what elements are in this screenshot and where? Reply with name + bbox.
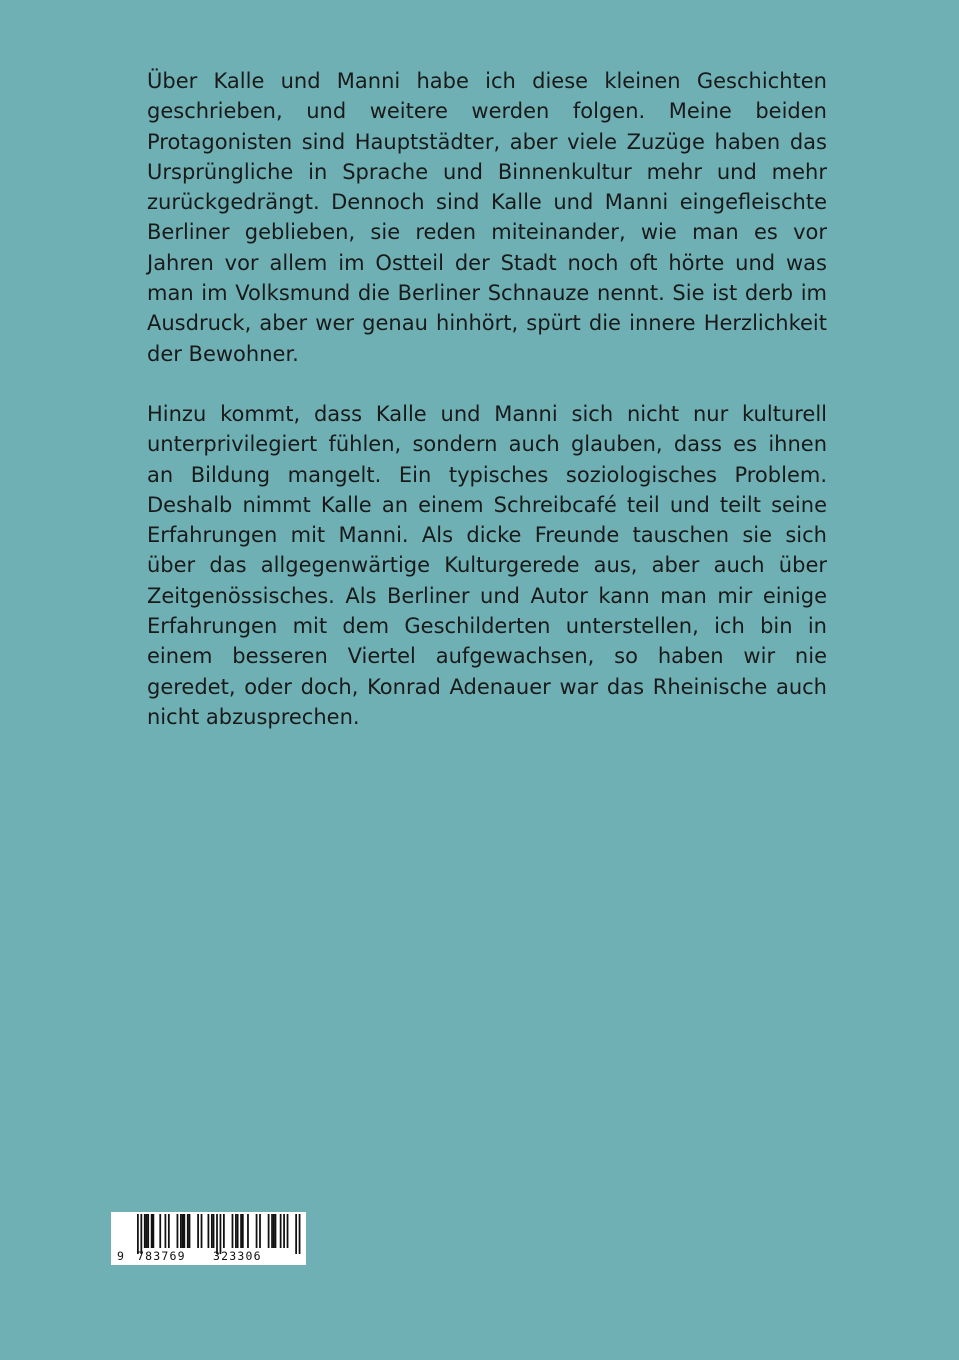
- barcode-bar: [237, 1214, 239, 1248]
- blurb-text: [147, 66, 827, 732]
- barcode-bar: [223, 1214, 225, 1248]
- barcode-bar: [268, 1214, 270, 1248]
- barcode-guard-bar: [137, 1214, 139, 1254]
- barcode-bar: [256, 1214, 258, 1248]
- barcode-bar: [159, 1214, 161, 1248]
- isbn-barcode: [111, 1212, 306, 1265]
- barcode-bar: [177, 1214, 179, 1248]
- barcode-bar: [168, 1214, 170, 1248]
- barcode-guard-bar: [220, 1214, 222, 1254]
- barcode-bar: [213, 1214, 215, 1248]
- barcode-bar: [146, 1214, 148, 1248]
- barcode-guard-bar: [299, 1214, 301, 1254]
- barcode-bar: [232, 1214, 234, 1248]
- barcode-bar: [242, 1214, 244, 1248]
- barcode-guard-bar: [216, 1214, 218, 1254]
- isbn-digits: [111, 1249, 306, 1263]
- isbn-left-group: 783769: [137, 1249, 186, 1263]
- barcode-bar: [187, 1214, 189, 1248]
- isbn-right-group: 323306: [213, 1249, 262, 1263]
- barcode-bar: [208, 1214, 210, 1248]
- barcode-bar: [287, 1214, 289, 1248]
- barcode-bar: [201, 1214, 203, 1248]
- barcode-bar: [259, 1214, 261, 1248]
- barcode-bar: [189, 1214, 191, 1248]
- barcode-bar: [182, 1214, 184, 1248]
- barcode-bar: [197, 1214, 199, 1248]
- barcode-bar: [280, 1214, 282, 1248]
- barcode-guard-bar: [140, 1214, 142, 1254]
- barcode-guard-bar: [295, 1214, 297, 1254]
- barcode-bar: [283, 1214, 285, 1248]
- barcode-bar: [151, 1214, 153, 1248]
- barcode-bar: [273, 1214, 275, 1248]
- barcode-bar: [144, 1214, 146, 1248]
- blurb-paragraph-2: Hinzu kommt, dass Kalle und Manni sich nicht nur kulturell unterprivilegiert fühlen, sondern auch glauben, dass es ihnen an Bildung mangelt. Ein typisches soziologisches Problem. Deshalb nimmt Kalle an einem Schreibcafé teil und teilt seine Erfahrungen mit Manni. Als dicke Freunde tauschen sie sich über das allgegenwärtige Kulturgerede aus, aber auch über Zeitgenössisches. Als Berliner und Autor kann man mir einige Erfahrungen mit dem Geschilderten unterstellen, ich bin in einem besseren Viertel aufgewachsen, so haben wir nie geredet, oder doch, Konrad Adenauer war das Rheinische auch nicht abzusprechen.: [147, 401, 827, 729]
- barcode-bar: [235, 1214, 237, 1248]
- barcode-bar: [275, 1214, 277, 1248]
- blurb-paragraph-1: Über Kalle und Manni habe ich diese kleinen Geschichten geschrieben, und weitere werden folgen. Meine beiden Protagonisten sind Hauptstädter, aber viele Zuzüge haben das Ursprüngliche in Sprache und Binnenkultur mehr und mehr zurückgedrängt. Dennoch sind Kalle und Manni eingefleischte Berliner geblieben, sie reden miteinander, wie man es vor Jahren vor allem im Ostteil der Stadt noch oft hörte und was man im Volksmund die Berliner Schnauze nennt. Sie ist derb im Ausdruck, aber wer genau hinhört, spürt die innere Herzlichkeit der Bewohner.: [147, 69, 827, 366]
- isbn-first-digit: 9: [117, 1249, 124, 1263]
- barcode-bar: [247, 1214, 249, 1248]
- barcode-bar: [271, 1214, 273, 1248]
- barcode-bar: [240, 1214, 242, 1248]
- barcode-bar: [152, 1214, 154, 1248]
- barcode-bar: [180, 1214, 182, 1248]
- barcode-bar: [147, 1214, 149, 1248]
- barcode-bar: [211, 1214, 213, 1248]
- barcode-bar: [183, 1214, 185, 1248]
- barcode-bar: [165, 1214, 167, 1248]
